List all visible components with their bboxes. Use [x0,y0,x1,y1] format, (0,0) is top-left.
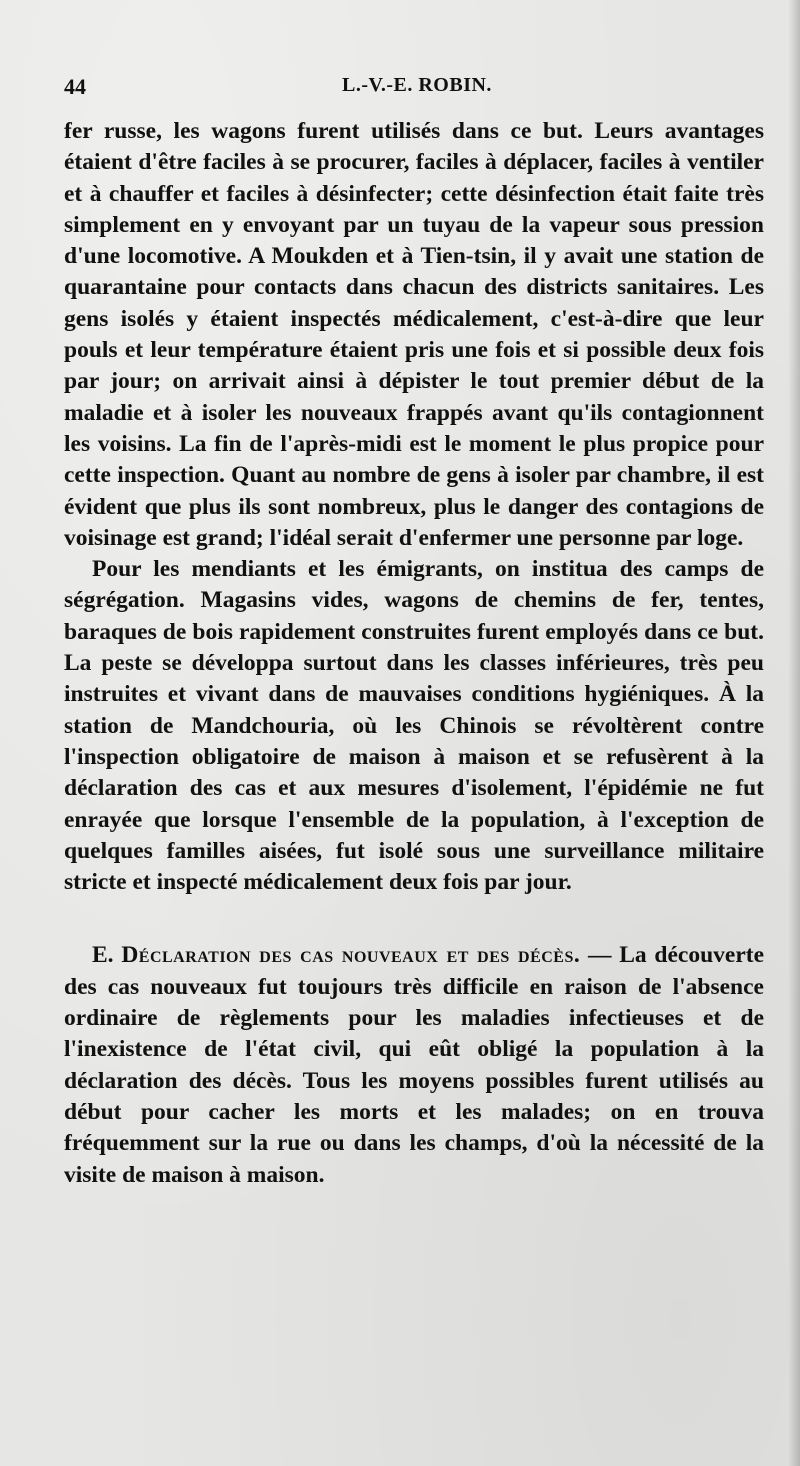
section-heading: Déclaration des cas nouveaux et des décès. [121,942,581,969]
body-text [64,116,764,1191]
running-head: L.-V.-E. ROBIN. [342,74,492,96]
section-letter: E. [92,942,114,969]
section-e-paragraph [64,940,764,1190]
page-header [64,74,736,110]
section-text: La découverte des cas nouveaux fut toujours très difficile en raison de l'absence ordinaire de règlements pour les maladies infectieuses et de l'inexistence de l'état civil, qui eût obligé la population à la déclaration des décès. Tous les moyens possibles furent utilisés au début pour cacher les morts et les malades; on en trouva fréquemment sur la rue ou dans les champs, d'où la nécessité de la visite de maison à maison. [64,942,765,1188]
paragraph-continuation: fer russe, les wagons furent utilisés dans ce but. Leurs avantages étaient d'être faciles à se procurer, faciles à déplacer, faciles à ventiler et à chauffer et faciles à désinfecter; cette désinfection était faite très simplement en y envoyant par un tuyau de la vapeur sous pression d'une locomotive. A Moukden et à Tien-tsin, il y avait une station de quarantaine pour contacts dans chacun des districts sanitaires. Les gens isolés y étaient inspectés médicalement, c'est-à-dire que leur pouls et leur température étaient pris une fois et si possible deux fois par jour; on arrivait ainsi à dépister le tout premier début de la maladie et à isoler les nouveaux frappés avant qu'ils contagionnent les voisins. La fin de l'après-midi est le moment le plus propice pour cette inspection. Quant au nombre de gens à isoler par chambre, il est évident que plus ils sont nombreux, plus le danger des contagions de voisinage est grand; l'idéal serait d'enfermer une personne par loge. [64,118,764,551]
paragraph-segregation-camps: Pour les mendiants et les émigrants, on institua des camps de ségrégation. Magasins vides, wagons de chemins de fer, tentes, baraques de bois rapidement construites furent employés dans ce but. La peste se développa surtout dans les classes inférieures, très peu instruites et vivant dans de mauvaises conditions hygiéniques. À la station de Mandchouria, où les Chinois se révoltèrent contre l'inspection obligatoire de maison à maison et se refusèrent à la déclaration des cas et aux mesures d'isolement, l'épidémie ne fut enrayée que lorsque l'ensemble de la population, à l'exception de quelques familles aisées, fut isolé sous une surveillance militaire stricte et inspecté médicalement deux fois par jour. [64,556,764,896]
page-number: 44 [64,74,86,99]
section-dash: — [588,942,612,969]
page-edge-shadow [788,0,800,1466]
